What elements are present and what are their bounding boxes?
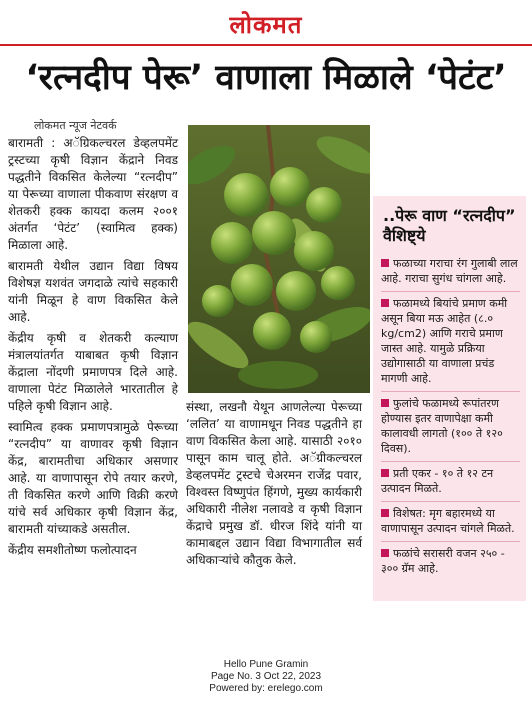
- square-bullet-icon: [381, 509, 389, 517]
- page-info: Page No. 3 Oct 22, 2023: [210, 671, 322, 682]
- powered-by-link[interactable]: Powered by: erelego.com: [209, 683, 323, 694]
- list-item: [381, 392, 520, 462]
- article-column-2: [186, 399, 362, 569]
- square-bullet-icon: [381, 299, 389, 307]
- article-paragraph: बारामती येथील उद्यान विद्या विषय विशेषज्ञ यशवंत जगदाळे त्यांचे सहकारी यांनी मिळून हे वाण विकसित केले आहे.: [8, 259, 178, 324]
- list-item: [381, 462, 520, 502]
- sidebar-title: ..पेरू वाण “रत्नदीप” वैशिष्ट्ये: [383, 206, 516, 245]
- masthead-divider: [0, 44, 532, 46]
- headline: ‘रत्नदीप पेरू’ वाणाला मिळाले ‘पेटंट’: [25, 58, 507, 98]
- square-bullet-icon: [381, 259, 389, 267]
- feature-text: विशेषत: मृग बहारमध्ये या वाणापासून उत्पादन चांगले मिळते.: [381, 507, 515, 535]
- feature-text: फळामध्ये बियांचे प्रमाण कमी असून बिया मऊ आहेत (८.० kg/cm2) आणि गराचे प्रमाण जास्त आहे. यामुळे प्रक्रिया उद्योगासाठी या वाणाला प्रचंड मागणी आहे.: [381, 297, 508, 385]
- article-paragraph: केंद्रीय कृषी व शेतकरी कल्याण मंत्रालयांतर्गत याबाबत कृषी विज्ञान केंद्राला नोंदणी प्रमाणपत्र दिले आहे. वाणाला पेटंट मिळालेले भारतातील हे पहिले कृषी विज्ञान आहे.: [8, 331, 178, 413]
- features-sidebar: [373, 196, 526, 601]
- guava-tree-photo: [188, 125, 370, 393]
- feature-text: फळाच्या गराचा रंग गुलाबी लाल आहे. गराचा सुगंध चांगला आहे.: [381, 257, 518, 285]
- byline: लोकमत न्यूज नेटवर्क: [34, 119, 117, 132]
- lokmat-logo: लोकमत: [229, 11, 303, 39]
- square-bullet-icon: [381, 549, 389, 557]
- list-item: [381, 542, 520, 581]
- feature-text: फुलांचे फळामध्ये रूपांतरण होण्यास इतर वाणापेक्षा कमी कालावधी लागतो (१०० ते १२० दिवस).: [381, 397, 503, 455]
- feature-text: फळांचे सरासरी वजन २५० - ३०० ग्रॅम आहे.: [381, 547, 505, 575]
- list-item: [381, 502, 520, 542]
- square-bullet-icon: [381, 399, 389, 407]
- article-paragraph: स्वामित्व हक्क प्रमाणपत्रामुळे पेरूच्या “रत्नदीप” या वाणावर कृषी विज्ञान केंद्र, बारामतीचा अधिकार असणार आहे. या वाणापासून रोपे तयार करणे, ती विकसित करणे आणि विक्री करणे यांचे सर्व अधिकार कृषी विज्ञान केंद्र, बारामती यांच्याकडे असतील.: [8, 420, 178, 536]
- article-paragraph: केंद्रीय समशीतोष्ण फलोत्पादन: [8, 543, 137, 557]
- feature-text: प्रती एकर - १० ते १२ टन उत्पादन मिळते.: [381, 467, 494, 495]
- article-paragraph: बारामती : अॅग्रिकल्चरल डेव्हलपमेंट ट्रस्टच्या कृषी विज्ञान केंद्राने निवड पद्धतीने विकसित केलेल्या “रत्नदीप” या पेरूच्या वाणाला पीकवाण संरक्षण व शेतकरी हक्क कायदा कलम २००१ अंतर्गत ‘पेटंट’ (स्वामित्व हक्क) मिळाला आहे.: [8, 136, 178, 252]
- edition-name: Hello Pune Gramin: [223, 659, 309, 670]
- list-item: [381, 292, 520, 392]
- article-column-1: [8, 135, 178, 563]
- page-footer: [0, 659, 532, 695]
- features-list: [381, 252, 520, 581]
- article-paragraph: संस्था, लखनौ येथून आणलेल्या पेरूच्या ‘ललित’ या वाणामधून निवड पद्धतीने हा वाण विकसित केला आहे. यासाठी २०१० पासून काम चालू होते. अॅग्रीकल्चरल डेव्हलपमेंट ट्रस्टचे चेअरमन राजेंद्र पवार, विश्वस्त विष्णुपंत हिंगणे, मुख्य कार्यकारी अधिकारी नीलेश नलावडे व कृषी विज्ञान केंद्राचे प्रमुख डॉ. धीरज शिंदे यांनी या कामाबद्दल उद्यान विद्या विभागातील सर्व अधिकाऱ्यांचे कौतुक केले.: [186, 400, 362, 567]
- masthead: [0, 0, 532, 44]
- list-item: [381, 252, 520, 292]
- square-bullet-icon: [381, 469, 389, 477]
